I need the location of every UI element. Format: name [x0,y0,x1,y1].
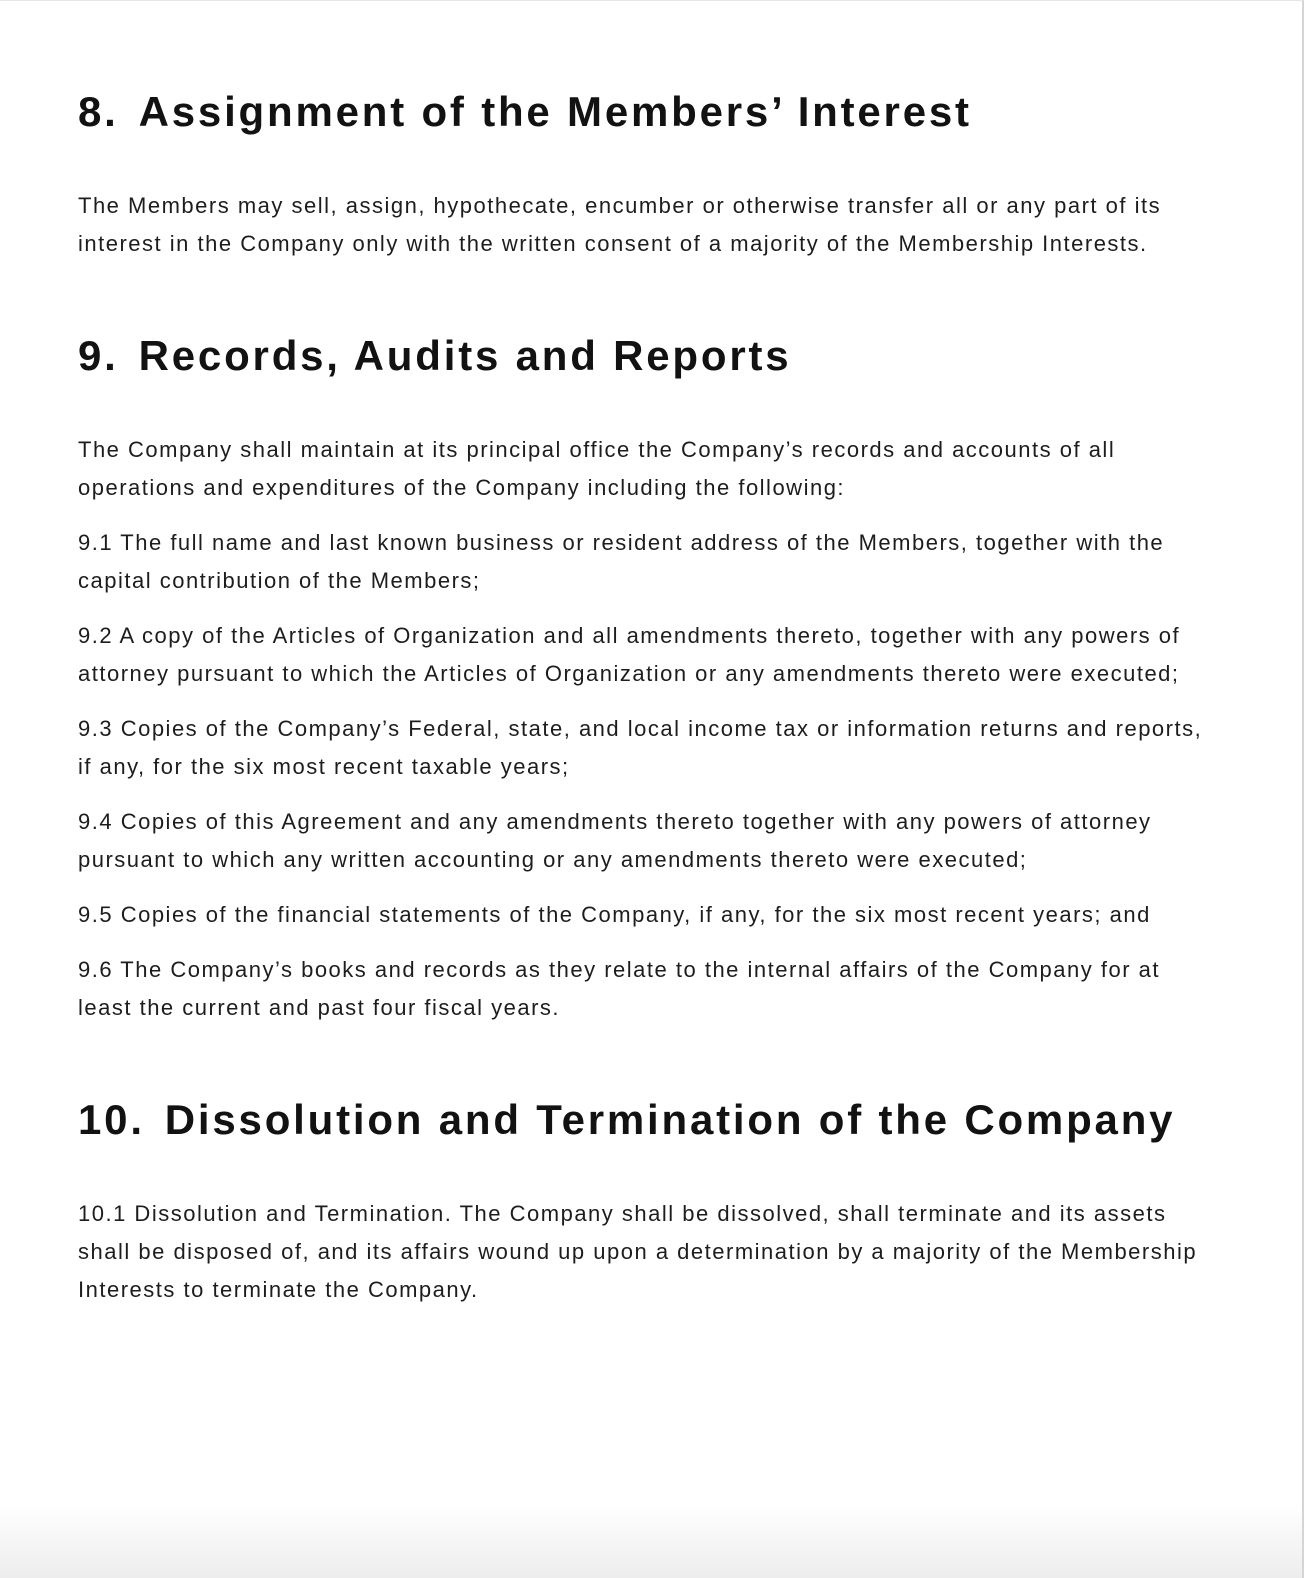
section-title: Dissolution and Termination of the Company [164,1096,1176,1143]
document-section [78,280,1208,1044]
paragraph: The Company shall maintain at its principal office the Company’s records and accounts of all operations and expenditures of the Company including the following: [78,437,1116,500]
section-heading [78,332,1208,380]
paragraph: 9.5 Copies of the financial statements of the Company, if any, for the six most recent years; and [78,902,1151,927]
section-heading [78,88,1208,136]
section-number: 9. [78,332,119,379]
section-number: 8. [78,88,119,135]
paragraph: The Members may sell, assign, hypothecate, encumber or otherwise transfer all or any part of its interest in the Company only with the written consent of a majority of the Membership Interests. [78,193,1162,256]
paragraph: 9.4 Copies of this Agreement and any amendments thereto together with any powers of attorney pursuant to which any written accounting or any amendments thereto were executed; [78,809,1152,872]
section-number: 10. [78,1096,145,1143]
document-section [78,36,1208,280]
section-heading [78,1096,1208,1144]
section-title: Records, Audits and Reports [138,332,792,379]
document-section [78,1044,1208,1326]
page-bottom-fade [0,1503,1302,1578]
document-content [0,1,1208,1326]
paragraph: 9.2 A copy of the Articles of Organization and all amendments thereto, together with any powers of attorney pursuant to which the Articles of Organization or any amendments thereto were executed; [78,623,1181,686]
paragraph: 9.3 Copies of the Company’s Federal, state, and local income tax or information returns and reports, if any, for the six most recent taxable years; [78,716,1203,779]
paragraph: 9.1 The full name and last known business or resident address of the Members, together with the capital contribution of the Members; [78,530,1165,593]
paragraph: 9.6 The Company’s books and records as they relate to the internal affairs of the Company for at least the current and past four fiscal years. [78,957,1160,1020]
section-title: Assignment of the Members’ Interest [138,88,972,135]
paragraph: 10.1 Dissolution and Termination. The Company shall be dissolved, shall terminate and its assets shall be disposed of, and its affairs wound up upon a determination by a majority of the Membership Interests to terminate the Company. [78,1201,1198,1302]
